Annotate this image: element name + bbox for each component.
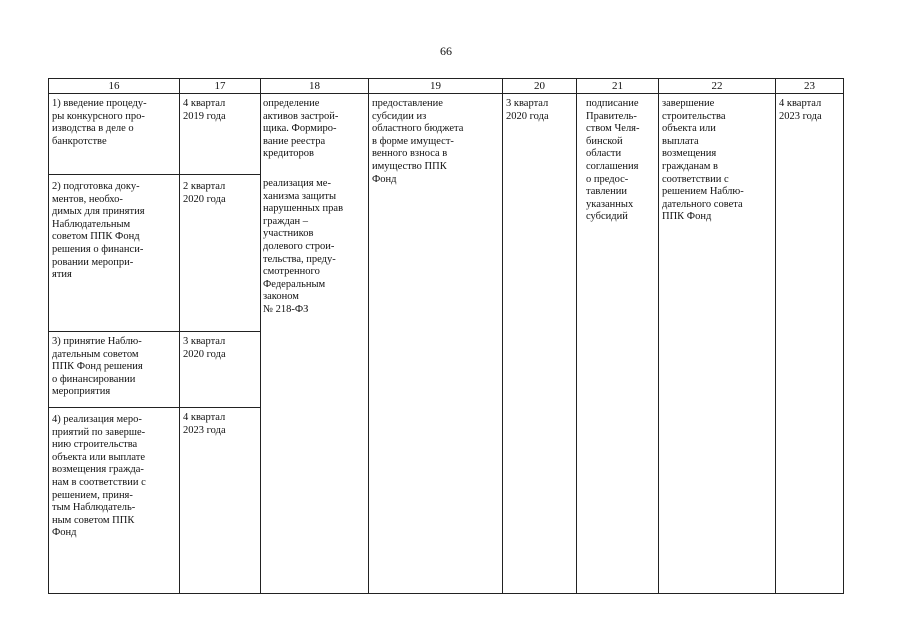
column-divider (179, 78, 180, 594)
column-header-16: 16 (108, 80, 120, 92)
stage-1-description: 1) введение процеду- ры конкурсного про- изводства в деле о банкротстве (52, 98, 147, 147)
column-divider (658, 78, 659, 594)
row-divider (48, 407, 261, 408)
result-1: определение активов застрой- щика. Формиро- вание реестра кредиторов (263, 98, 339, 160)
column-divider (368, 78, 369, 594)
page-number: 66 (440, 44, 452, 58)
column-header-20: 20 (534, 80, 545, 92)
table-border-left (48, 78, 49, 594)
column-header-21: 21 (612, 80, 623, 92)
table-border-right (843, 78, 844, 594)
stage-4-deadline: 4 квартал 2023 года (183, 412, 226, 436)
result-2: реализация ме- ханизма защиты нарушенных прав граждан – участников долевого строи- тельства, преду- смотренного Федеральным законом № 218-ФЗ (263, 178, 344, 315)
column-header-22: 22 (711, 80, 723, 92)
subsidy-deadline: 3 квартал 2020 года (506, 98, 549, 122)
completion-description: завершение строительства объекта или выплата возмещения гражданам в соответствии с решением Наблю- дательного совета ППК Фонд (662, 98, 744, 223)
row-divider (48, 331, 261, 332)
table (48, 78, 844, 594)
column-header-18: 18 (309, 80, 320, 92)
column-header-19: 19 (430, 80, 441, 92)
column-divider (502, 78, 503, 594)
completion-deadline: 4 квартал 2023 года (779, 98, 822, 122)
row-divider (48, 174, 261, 175)
column-header-23: 23 (804, 80, 815, 92)
column-divider (576, 78, 577, 594)
column-divider (775, 78, 776, 594)
column-header-17: 17 (214, 80, 226, 92)
column-divider (260, 78, 261, 594)
subsidy-description: предоставление субсидии из областного бюджета в форме имущест- венного взноса в имущество ППК Фонд (372, 98, 464, 185)
stage-2-deadline: 2 квартал 2020 года (183, 181, 226, 205)
stage-2-description: 2) подготовка доку- ментов, необхо- димых для принятия Наблюдательным советом ППК Фонд решения о финанси- ровании меропри- ятия (52, 181, 145, 281)
header-divider (48, 93, 844, 94)
table-border-bottom (48, 593, 844, 594)
stage-3-description: 3) принятие Наблю- дательным советом ППК Фонд решения о финансировании мероприятия (52, 336, 143, 398)
agreement-description: подписание Правитель- ством Челя- бинской области соглашения о предос- тавлении указанных субсидий (586, 98, 640, 223)
stage-4-description: 4) реализация меро- приятий по заверше- нию строительства объекта или выплате возмещения гражда- нам в соответствии с решением, приня- тым Наблюдатель- ным советом ППК Фонд (52, 414, 146, 539)
stage-1-deadline: 4 квартал 2019 года (183, 98, 226, 122)
stage-3-deadline: 3 квартал 2020 года (183, 336, 226, 360)
